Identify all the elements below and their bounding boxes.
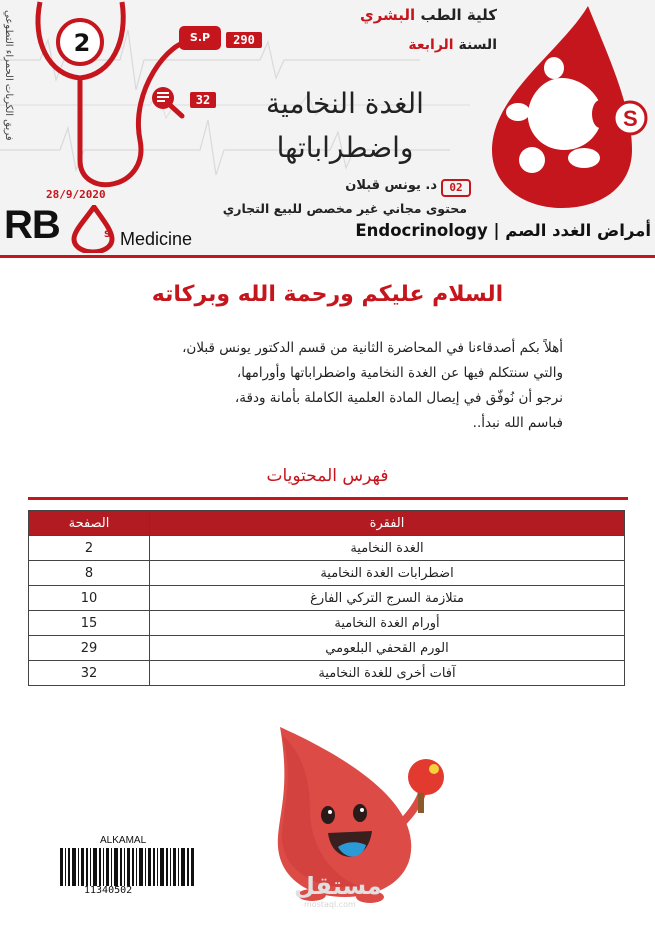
subject-ar: أمراض الغدد الصم bbox=[505, 221, 651, 240]
toc-section-cell: الغدة النخامية bbox=[150, 536, 625, 561]
toc-title: فهرس المحتويات bbox=[266, 466, 389, 486]
year-word: الرابعة bbox=[408, 37, 454, 53]
pages-count-badge: 290 bbox=[226, 32, 262, 48]
magnifier-icon bbox=[148, 84, 188, 120]
toc-section-cell: الورم القحفي البلعومي bbox=[150, 636, 625, 661]
table-row[interactable] bbox=[29, 636, 625, 661]
brain-icon bbox=[592, 100, 608, 128]
table-row[interactable] bbox=[29, 611, 625, 636]
intro-line: والتي سنتكلم فيها عن الغدة النخامية واضطراباتها وأورامها، bbox=[236, 365, 563, 381]
svg-text:S: S bbox=[623, 106, 638, 131]
toc-col-page: الصفحة bbox=[29, 511, 150, 536]
subject-separator: | bbox=[493, 221, 500, 240]
intro-paragraph bbox=[83, 336, 563, 436]
lecture-number-badge: 2 bbox=[73, 29, 91, 57]
barcode-number: 11340502 bbox=[84, 885, 133, 896]
toc-section-cell: آفات أخرى للغدة النخامية bbox=[150, 661, 625, 686]
thyroid-icon bbox=[519, 147, 545, 173]
toc-section-cell: أورام الغدة النخامية bbox=[150, 611, 625, 636]
toc-divider bbox=[28, 497, 628, 500]
toc-table bbox=[28, 510, 625, 686]
lecture-date: 28/9/2020 bbox=[46, 188, 106, 201]
questions-count-badge: 32 bbox=[190, 92, 216, 108]
lecture-title-line2: واضطراباتها bbox=[276, 131, 414, 164]
toc-col-section: الفقرة bbox=[150, 511, 625, 536]
logo-s: S bbox=[104, 230, 111, 240]
barcode-label: ALKAMAL bbox=[100, 835, 147, 846]
toc-page-cell: 32 bbox=[29, 661, 150, 686]
pancreas-icon bbox=[568, 148, 600, 168]
logo-rb: RB bbox=[4, 203, 60, 247]
intro-line: أهلاً بكم أصدقاءنا في المحاضرة الثانية من قسم الدكتور يونس قبلان، bbox=[182, 340, 563, 356]
toc-page-cell: 2 bbox=[29, 536, 150, 561]
kidney-icon bbox=[544, 57, 564, 79]
toc-section-cell: متلازمة السرج التركي الفارغ bbox=[150, 586, 625, 611]
intro-line: فباسم الله نبدأ.. bbox=[472, 415, 563, 431]
toc-page-cell: 15 bbox=[29, 611, 150, 636]
toc-page-cell: 29 bbox=[29, 636, 150, 661]
cover-header bbox=[0, 0, 655, 258]
free-content-notice: محتوى مجاني غير مخصص للبيع التجاري bbox=[222, 201, 467, 216]
table-row[interactable] bbox=[29, 536, 625, 561]
toc-page-cell: 8 bbox=[29, 561, 150, 586]
logo-drop-icon bbox=[70, 205, 116, 253]
intro-line: نرجو أن نُوفّق في إيصال المادة العلمية الكاملة بأمانة ودقة، bbox=[234, 390, 563, 406]
team-name: فريق الكريات الحمراء التطوعي bbox=[3, 10, 14, 141]
lecture-number-tag: 02 bbox=[441, 179, 471, 197]
barcode-image bbox=[60, 848, 200, 886]
table-row[interactable] bbox=[29, 561, 625, 586]
subject-line bbox=[355, 221, 651, 240]
faculty-word: البشري bbox=[359, 6, 416, 24]
logo-medicine: Medicine bbox=[120, 229, 193, 249]
toc-page-cell: 10 bbox=[29, 586, 150, 611]
blood-drop-logo bbox=[470, 0, 655, 212]
watermark: مستقل bbox=[294, 872, 382, 900]
faculty-prefix: كلية الطب bbox=[420, 6, 497, 24]
uterus-icon bbox=[506, 103, 530, 121]
lecture-title-line1: الغدة النخامية bbox=[266, 87, 424, 120]
table-row[interactable] bbox=[29, 586, 625, 611]
toc-section-cell: اضطرابات الغدة النخامية bbox=[150, 561, 625, 586]
greeting-heading: السلام عليكم ورحمة الله وبركاته bbox=[151, 282, 504, 307]
subject-en: Endocrinology bbox=[355, 221, 488, 240]
doctor-name: د. يونس قبلان bbox=[345, 178, 437, 193]
toc-header-row bbox=[29, 511, 625, 536]
table-row[interactable] bbox=[29, 661, 625, 686]
watermark-url: mostaql.com bbox=[304, 900, 356, 909]
lecture-title bbox=[230, 82, 460, 170]
year-prefix: السنة bbox=[458, 37, 497, 53]
sp-badge: S.P bbox=[179, 26, 221, 50]
header-divider bbox=[0, 255, 655, 258]
